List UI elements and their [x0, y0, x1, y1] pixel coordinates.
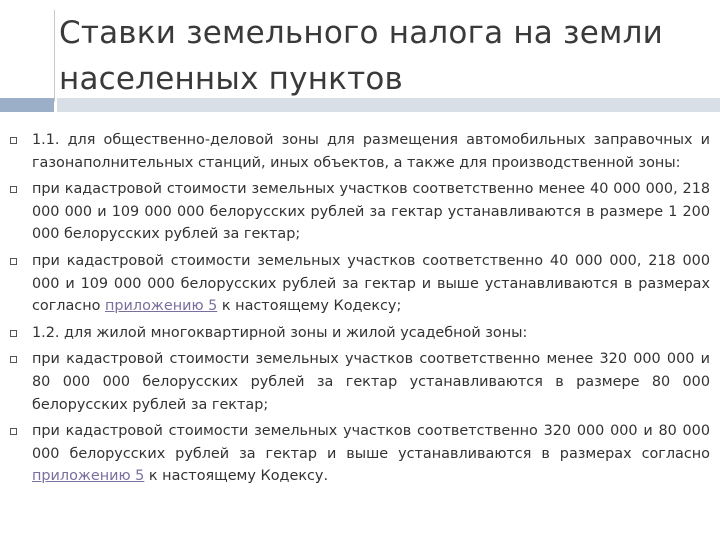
list-item: [10, 250, 710, 318]
list-item: [10, 420, 710, 488]
accent-bar-left: [0, 98, 54, 112]
page-title-line-1: Ставки земельного налога на земли: [59, 15, 663, 51]
square-bullet-icon: [10, 356, 17, 363]
list-item-text-end: к настоящему Кодексу;: [217, 298, 402, 315]
list-item: [10, 129, 710, 174]
bullet-list: [10, 129, 710, 492]
accent-bar: [0, 98, 720, 112]
accent-bar-right: [57, 98, 720, 112]
list-item-text: при кадастровой стоимости земельных участков соответственно 320 000 000 и 80 000 000 белорусских рублей за гектар и выше устанавливаются в размерах согласно: [32, 423, 710, 462]
list-item-text: при кадастровой стоимости земельных участков соответственно менее 320 000 000 и 80 000 000 белорусских рублей за гектар устанавливаются в размере 80 000 белорусских рублей за гектар;: [32, 351, 710, 413]
title-block: [54, 10, 699, 102]
list-item: [10, 348, 710, 416]
list-item-text: при кадастровой стоимости земельных участков соответственно 40 000 000, 218 000 000 и 109 000 000 белорусских рублей за гектар и выше устанавливаются в размерах согласно: [32, 252, 710, 315]
list-item-text: при кадастровой стоимости земельных участков соответственно менее 40 000 000, 218 000 000 и 109 000 000 белорусских рублей за гектар устанавливаются в размере 1 200 000 белорусских рублей за гектар;: [32, 181, 710, 243]
list-item: [10, 178, 710, 246]
list-item: [10, 322, 710, 345]
appendix-5-link[interactable]: приложению 5: [32, 468, 145, 485]
page-title: [59, 10, 699, 102]
square-bullet-icon: [10, 330, 17, 337]
square-bullet-icon: [10, 428, 17, 435]
list-item-text: 1.1. для общественно-деловой зоны для размещения автомобильных заправочных и газонаполнительных станций, иных объектов, а также для производственной зоны:: [32, 132, 710, 171]
list-item-text-end: к настоящему Кодексу.: [144, 468, 329, 485]
square-bullet-icon: [10, 258, 17, 265]
list-item-text: 1.2. для жилой многоквартирной зоны и жилой усадебной зоны:: [32, 324, 528, 341]
appendix-5-link[interactable]: приложению 5: [105, 298, 218, 315]
page-title-line-2: населенных пунктов: [59, 61, 403, 97]
square-bullet-icon: [10, 186, 17, 193]
square-bullet-icon: [10, 137, 17, 144]
